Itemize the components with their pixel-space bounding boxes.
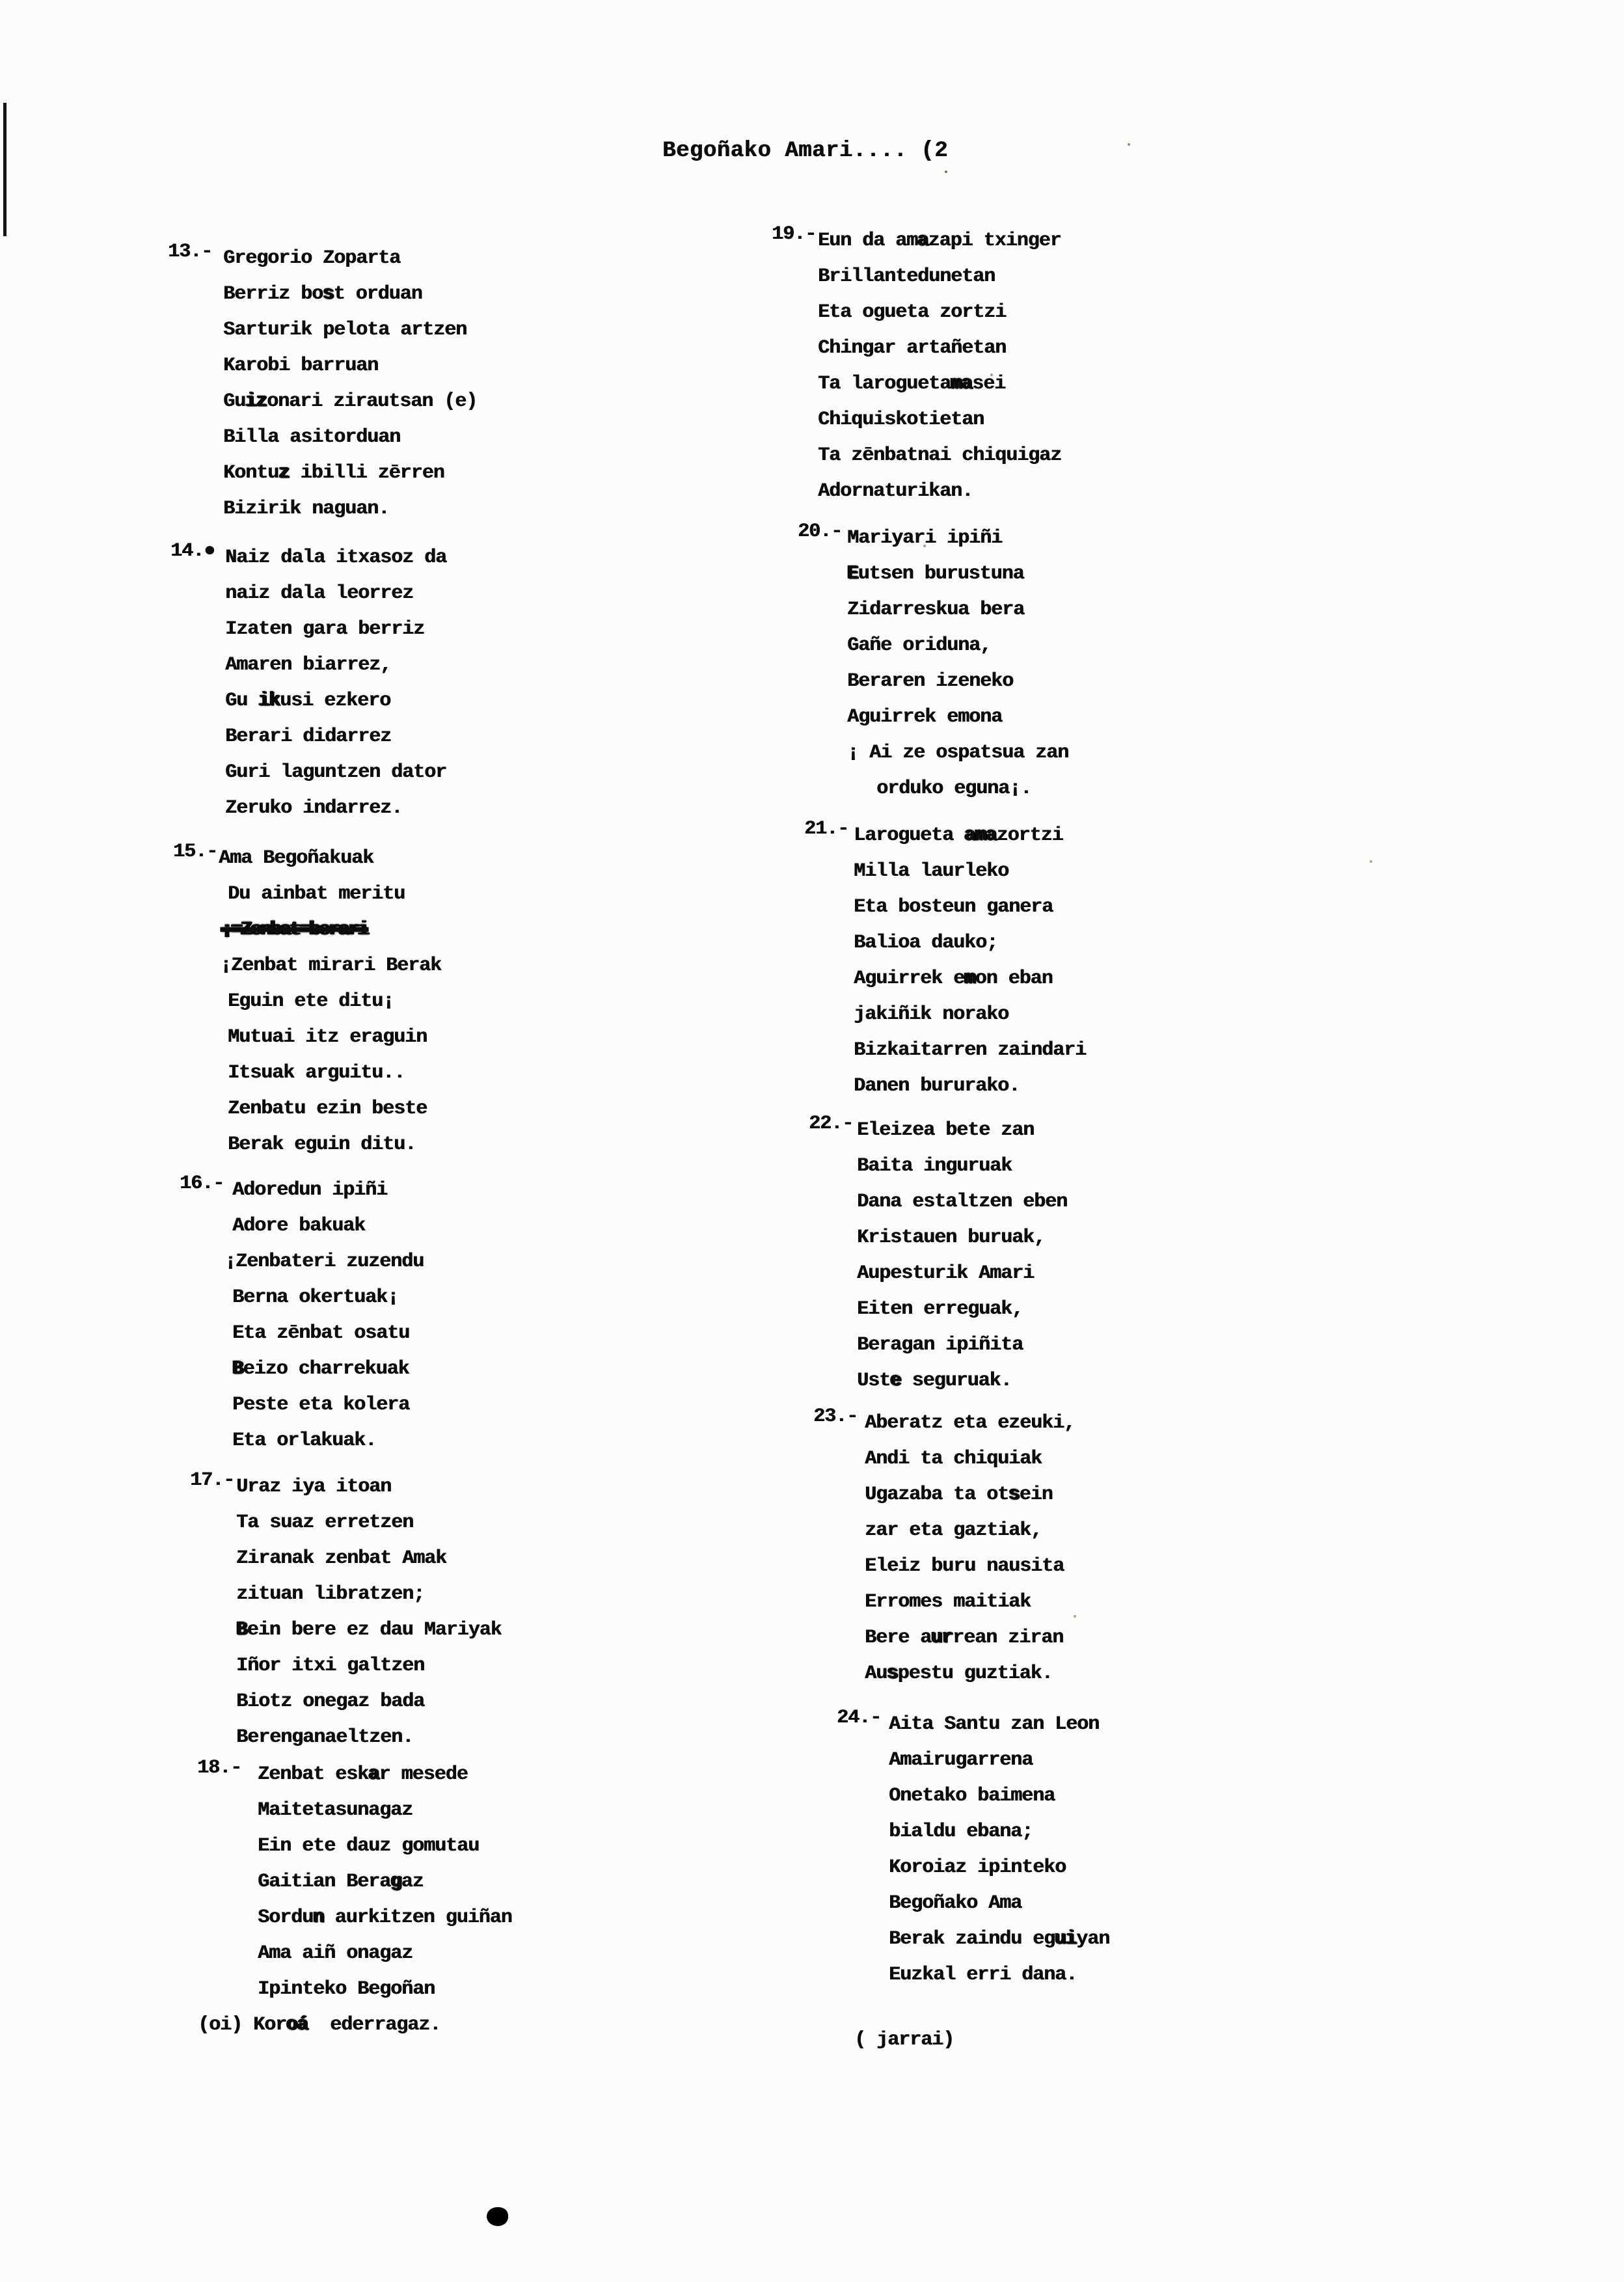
- verse-line: Koroiaz ipinteko: [889, 1856, 1066, 1879]
- overstrike-ink: ui: [1055, 1928, 1077, 1950]
- verse-line: Chingar artañetan: [818, 337, 1007, 359]
- verse-line: ¡ Ai ze ospatsua zan: [847, 742, 1069, 764]
- verse-number: 20.-: [798, 521, 843, 543]
- verse-number: 18.-: [197, 1757, 242, 1779]
- verse-lines: [847, 521, 1068, 807]
- overstrike-ink: oá: [286, 2014, 308, 2036]
- overstrike-ink: n: [313, 1907, 324, 1929]
- verse-line: Larogueta amazortzi: [854, 824, 1063, 847]
- verse-line-struck-out: ¡=Zenbat=berari: [221, 919, 368, 941]
- verse-line: Ta zēnbatnai chiquigaz: [818, 444, 1062, 467]
- verse-line: Billa asitorduan: [223, 426, 401, 448]
- verse-line: Berenganaeltzen.: [236, 1726, 414, 1748]
- overstrike-ink: z: [278, 462, 290, 484]
- overstrike-ink: B: [236, 1619, 247, 1641]
- verse-number: 13.-: [168, 241, 213, 263]
- overstrike-ink: e: [890, 1370, 901, 1392]
- verse-line: Milla laurleko: [854, 860, 1009, 882]
- verse-line: Balioa dauko;: [854, 932, 998, 954]
- verse-line: Itsuak arguitu..: [228, 1062, 405, 1084]
- verse-line: Peste eta kolera: [232, 1394, 410, 1416]
- verse-line: Gregorio Zoparta: [223, 247, 401, 269]
- verse-line: zituan libratzen;: [236, 1583, 425, 1605]
- overstrike-ink: s: [323, 283, 334, 305]
- verse-line: Sarturik pelota artzen: [223, 319, 467, 341]
- verse-line: Berriz bost orduan: [223, 283, 422, 305]
- verse-line: Zenbat eskar mesede: [258, 1763, 468, 1786]
- verse-line: Guizonari zirautsan (e): [223, 390, 478, 413]
- verse-line: Berak eguin ditu.: [228, 1134, 416, 1156]
- verse-line: ¡Zenbat mirari Berak: [220, 955, 442, 977]
- verse-line: Eleizea bete zan: [857, 1119, 1035, 1141]
- verse-lines: [219, 841, 442, 1163]
- verse-line: Bizirik naguan.: [223, 498, 390, 520]
- overstrike-ink: s: [887, 1663, 898, 1685]
- verse-line: Amairugarrena: [889, 1749, 1033, 1771]
- verse-line: bialdu ebana;: [889, 1821, 1033, 1843]
- verse-line: Begoñako Ama: [889, 1892, 1022, 1914]
- verse-line: Adornaturikan.: [818, 480, 973, 502]
- verse-line: Brillantedunetan: [818, 265, 995, 288]
- verse-line: Biotz onegaz bada: [236, 1691, 425, 1713]
- verse-line: Baita inguruak: [857, 1155, 1012, 1177]
- verse-line: Guri laguntzen dator: [225, 761, 447, 783]
- verse-line: Berak zaindu eguiyan: [889, 1928, 1110, 1950]
- verse-line: Aita Santu zan Leon: [889, 1713, 1100, 1735]
- verse-line: Beraren izeneko: [847, 670, 1014, 692]
- verse-lines: [224, 1173, 424, 1459]
- verse-line: Chiquiskotietan: [818, 409, 984, 431]
- verse-line: Uraz iya itoan: [236, 1476, 392, 1498]
- verse-line: Auspestu guztiak.: [865, 1663, 1053, 1685]
- verse-line: jakiñik norako: [854, 1003, 1009, 1026]
- verse-line: Karobi barruan: [223, 355, 379, 377]
- verse-line: Eguin ete ditu¡: [228, 990, 394, 1012]
- verse-line: Zeruko indarrez.: [225, 797, 403, 819]
- verse-line: Maitetasunagaz: [258, 1799, 413, 1821]
- verse-line: Uste seguruak.: [857, 1370, 1012, 1392]
- verse-line: zar eta gaztiak,: [865, 1519, 1042, 1542]
- scan-edge-mark: [3, 103, 7, 236]
- verse-line: Gaitian Beragaz: [258, 1871, 424, 1893]
- verse-line: Eta orlakuak.: [232, 1430, 377, 1452]
- overstrike-ink: ma: [951, 373, 973, 395]
- verse-line: Ipinteko Begoñan: [258, 1978, 435, 2000]
- verse-line: Gañe oriduna,: [847, 634, 992, 657]
- verse-line: Ta suaz erretzen: [236, 1512, 414, 1534]
- verse-lines: [854, 818, 1086, 1104]
- overstrike-ink: E: [847, 563, 858, 585]
- verse-line: Ama Begoñakuak: [219, 847, 374, 869]
- verse-line: Danen bururako.: [854, 1075, 1020, 1097]
- verse-line: Kontuz ibilli zērren: [223, 462, 444, 484]
- verse-line: Bizkaitarren zaindari: [854, 1039, 1087, 1061]
- verse-number: 24.-: [837, 1707, 882, 1729]
- verse-line: Ein ete dauz gomutau: [258, 1835, 480, 1857]
- verse-line: Aberatz eta ezeuki,: [865, 1412, 1076, 1434]
- verse-number: 15.-: [173, 841, 218, 863]
- overstrike-ink: g: [390, 1871, 401, 1893]
- verse-line: Ama aiñ onagaz: [258, 1942, 413, 1964]
- verse-number: 21.-: [804, 818, 849, 840]
- verse-number: 17.-: [190, 1469, 235, 1491]
- verse-line: Ugazaba ta otsein: [865, 1484, 1053, 1506]
- verse-line: Beizo charrekuak: [232, 1358, 409, 1380]
- verse-line: orduko eguna¡.: [876, 778, 1032, 800]
- verse-line: Eiten erreguak,: [857, 1298, 1023, 1320]
- verse-line: Naiz dala itxasoz da: [225, 547, 447, 569]
- verse-line: Eun da amazapi txinger: [818, 230, 1061, 252]
- verse-line: Euzkal erri dana.: [889, 1964, 1077, 1986]
- verse-line: Kristauen buruak,: [857, 1227, 1046, 1249]
- verse-line: Berari didarrez: [225, 726, 392, 748]
- verse-lines: [818, 223, 1061, 509]
- verse-number: 23.-: [813, 1406, 858, 1428]
- verse-line: Ziranak zenbat Amak: [236, 1547, 447, 1569]
- verse-line: Gu ikusi ezkero: [225, 690, 391, 712]
- verse-line: Eta zēnbat osatu: [232, 1322, 410, 1344]
- verse-lines: [865, 1406, 1075, 1692]
- overstrike-ink: iz: [245, 390, 267, 413]
- ink-blot: [487, 2207, 508, 2226]
- verse-lines: [236, 1469, 502, 1756]
- verse-line: (oi) Koroá ederragaz.: [198, 2014, 441, 2036]
- overstrike-ink: B: [232, 1358, 243, 1380]
- verse-line: Adoredun ipiñi: [232, 1179, 388, 1201]
- overstrike-ink: ik: [258, 690, 280, 712]
- verse-line: Eta bosteun ganera: [854, 896, 1053, 918]
- overstrike-ink: a: [917, 230, 928, 252]
- overstrike-ink: a: [368, 1763, 379, 1786]
- verse-line: Zidarreskua bera: [847, 599, 1025, 621]
- overstrike-ink: m: [964, 968, 975, 990]
- verse-line: Bein bere ez dau Mariyak: [236, 1619, 502, 1641]
- continuation-note: ( jarrai): [854, 2029, 954, 2051]
- verse-line: Mutuai itz eraguin: [228, 1026, 427, 1048]
- verse-line: Sordun aurkitzen guiñan: [258, 1907, 512, 1929]
- overstrike-ink: ur: [931, 1627, 953, 1649]
- verse-line: Zenbatu ezin beste: [228, 1098, 427, 1120]
- verse-line: Aguirrek emon eban: [854, 968, 1053, 990]
- verse-line: Ta laroguetamasei: [818, 373, 1006, 395]
- verse-line: Aupesturik Amari: [857, 1262, 1035, 1284]
- verse-line: Du ainbat meritu: [228, 883, 405, 905]
- verse-line: Onetako baimena: [889, 1785, 1055, 1807]
- verse-lines: [223, 241, 477, 527]
- verse-line: Aguirrek emona: [847, 706, 1003, 728]
- verse-line: ¡Zenbateri zuzendu: [224, 1251, 424, 1273]
- verse-line: Adore bakuak: [232, 1215, 366, 1237]
- verse-line: Bere aurrean ziran: [865, 1627, 1064, 1649]
- page-title: Begoñako Amari.... (2: [662, 139, 948, 163]
- verse-lines: [225, 540, 446, 826]
- verse-line: Andi ta chiquiak: [865, 1448, 1042, 1470]
- verse-number: 22.-: [809, 1113, 854, 1135]
- verse-line: Amaren biarrez,: [225, 654, 392, 676]
- verse-line: Erromes maitiak: [865, 1591, 1031, 1613]
- verse-line: Dana estaltzen eben: [857, 1191, 1068, 1213]
- verse-line: Izaten gara berriz: [225, 618, 425, 640]
- verse-number: 16.-: [180, 1173, 224, 1195]
- overstrike-ink: ama: [964, 824, 997, 847]
- scan-speckle: [945, 170, 947, 173]
- verse-line: Eta ogueta zortzi: [818, 301, 1007, 323]
- verse-line: Mariyari ipiñi: [847, 527, 1003, 549]
- verse-number: 14.●: [170, 540, 215, 562]
- verse-line: Iñor itxi galtzen: [236, 1655, 425, 1677]
- verse-line: Beragan ipiñita: [857, 1334, 1023, 1356]
- verse-lines: [889, 1707, 1109, 1993]
- verse-line: Berna okertuak¡: [232, 1286, 399, 1309]
- overstrike-ink: s: [1008, 1484, 1020, 1506]
- verse-line: Eutsen burustuna: [847, 563, 1024, 585]
- verse-number: 19.-: [772, 223, 817, 245]
- verse-line: naiz dala leorrez: [225, 582, 414, 604]
- verse-line: Eleiz buru nausita: [865, 1555, 1064, 1577]
- verse-lines: [857, 1113, 1067, 1399]
